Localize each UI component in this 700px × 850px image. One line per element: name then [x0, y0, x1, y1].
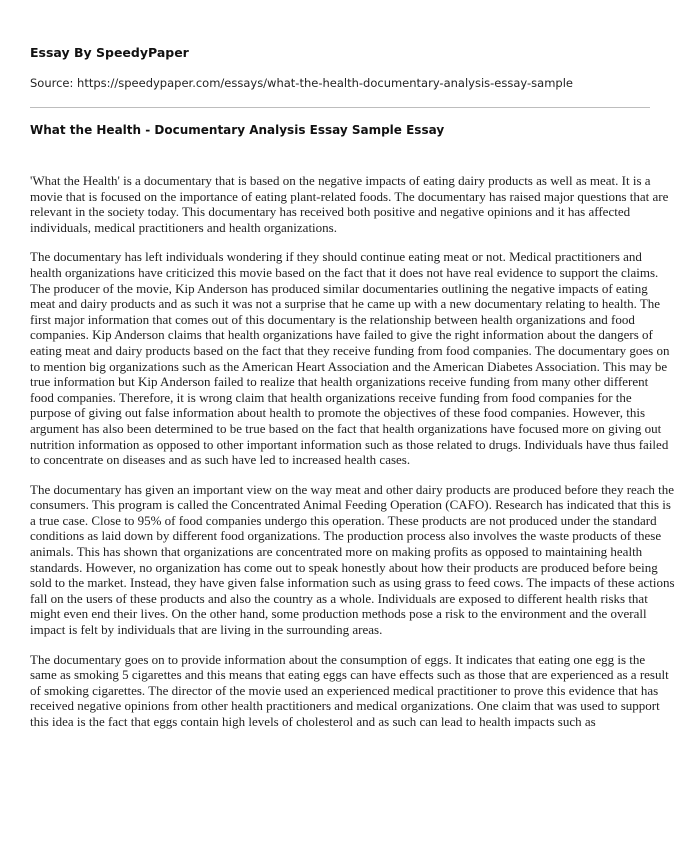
- essay-title: What the Health - Documentary Analysis Essay Sample Essay: [30, 123, 445, 137]
- divider: [30, 107, 650, 108]
- paragraph-1: 'What the Health' is a documentary that is based on the negative impacts of eating dairy products as well as meat. It is a movie that is focused on the importance of eating plant-related foods. The documentary has raised major questions that are relevant in the society today. This documentary has received both positive and negative opinions and it has affected individuals, medical practitioners and health organizations.: [30, 173, 669, 235]
- paragraph-4: The documentary goes on to provide information about the consumption of eggs. It indicates that eating one egg is the same as smoking 5 cigarettes and this means that eating eggs can have effects such as those that are experienced as a result of smoking cigarettes. The director of the movie used an experienced medical practitioner to prove this evidence that has received negative opinions from other health practitioners and medical organizations. One claim that was used to support this idea is the fact that eggs contain high levels of cholesterol and as such can lead to health impacts such as: [30, 651, 669, 729]
- essay-body: [30, 173, 675, 744]
- paragraph-3: The documentary has given an important view on the way meat and other dairy products are produced before they reach the consumers. This program is called the Concentrated Animal Feeding Operation (CAFO). Research has indicated that this is a true case. Close to 95% of food companies undergo this operation. These products are not produced under the standard conditions as laid down by different food organizations. The production process also involves the waste products of these animals. This has shown that organizations are concentrated more on making profits as opposed to maintaining health standards. However, no organization has come out to speak honestly about how their products are produced before being sold to the market. Instead, they have given false information such as using grass to feed cows. The impacts of these actions fall on the users of these products and also the country as a whole. Individuals are exposed to different health risks that might even end their lives. On the other hand, some production methods pose a risk to the environment and the overall impact is felt by individuals that are living in the surrounding areas.: [30, 481, 675, 638]
- paragraph-2: The documentary has left individuals wondering if they should continue eating meat or not. Medical practitioners and health organizations have criticized this movie based on the fact that it does not have real evidence to support the claims. The producer of the movie, Kip Anderson has produced similar documentaries outlining the negative impacts of eating meat and dairy products and as such it was not a surprise that he came up with a new documentary relating to health. The first major information that comes out of this documentary is the relationship between health organizations and food companies. Kip Anderson claims that health organizations have failed to give the right information about the dangers of eating meat and dairy products based on the fact that they receive funding from food companies. The documentary goes on to mention big organizations such as the American Heart Association and the American Diabetes Association. This may be true information but Kip Anderson failed to realize that health organizations receive funding from many other different food companies. Therefore, it is wrong claim that health organizations receive funding from food companies for the purpose of giving out false information about health to promote the objectives of these food companies. However, this argument has also been determined to be true based on the fact that health organizations have focused more on giving out nutrition information as opposed to other important information such as those related to drugs. Individuals have thus failed to concentrate on diseases and as such have led to increased health cases.: [30, 249, 670, 468]
- brand-heading: Essay By SpeedyPaper: [30, 45, 189, 60]
- source-line: Source: https://speedypaper.com/essays/what-the-health-documentary-analysis-essay-sample: [30, 76, 573, 90]
